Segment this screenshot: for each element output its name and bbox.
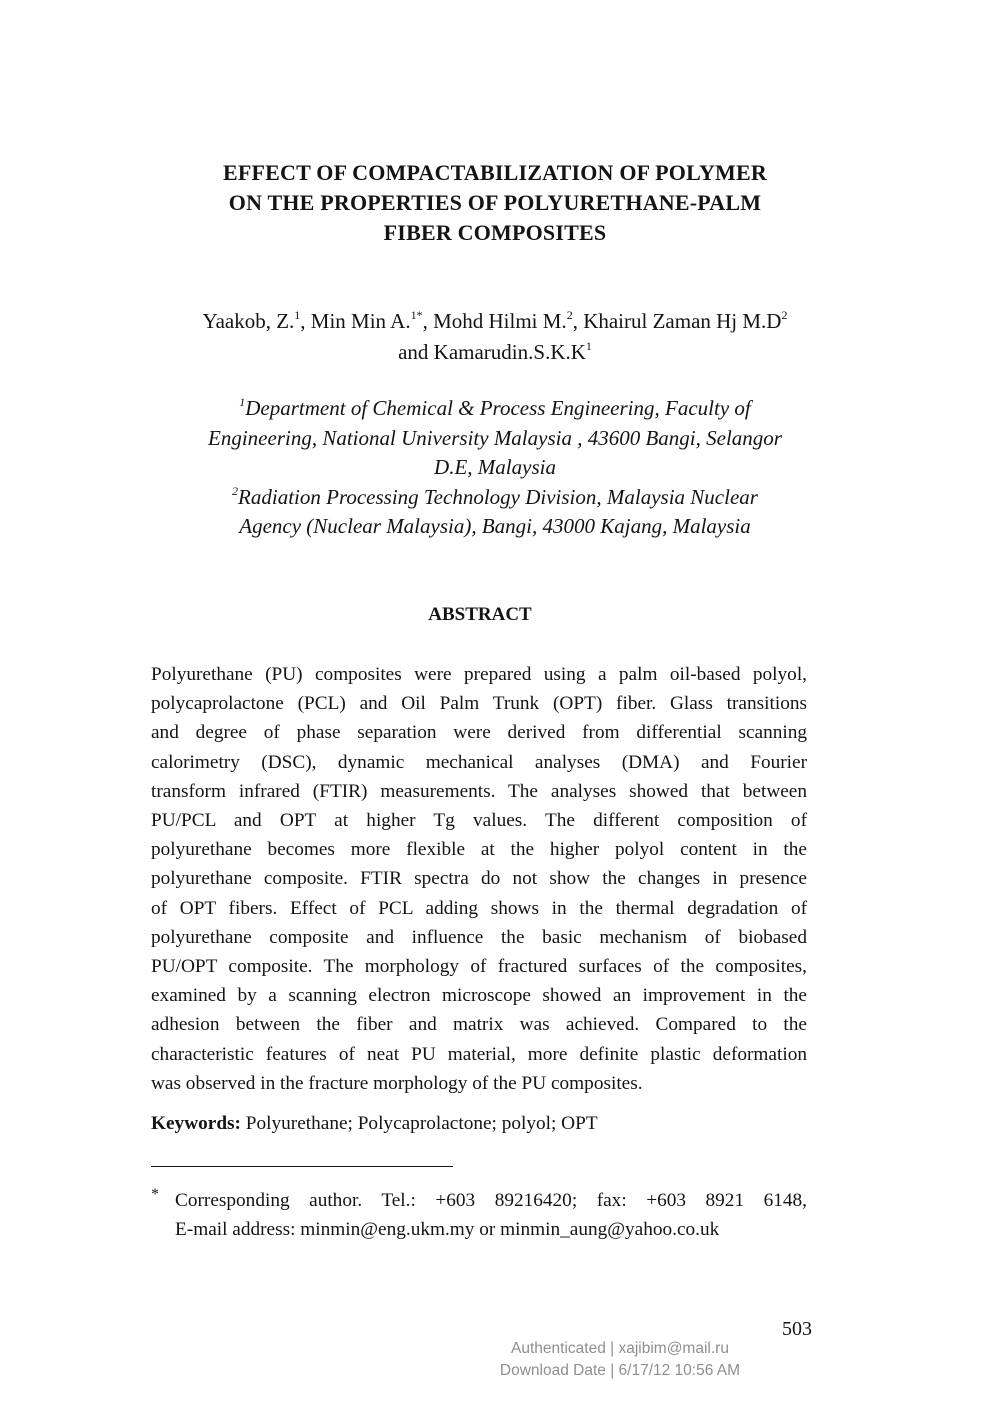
author-list (120, 306, 870, 368)
paper-title (130, 158, 860, 248)
affiliation-1-line-2: Engineering, National University Malaysia , 43600 Bangi, Selangor (208, 425, 782, 450)
abstract-line-3: and degree of phase separation were derived from differential scanning (151, 722, 807, 744)
author-yaakob-affil: 1 (294, 308, 301, 322)
affiliation-2-marker: 2 (232, 483, 239, 498)
abstract-line-4: calorimetry (DSC), dynamic mechanical analyses (DMA) and Fourier (151, 751, 807, 773)
title-line-3: FIBER COMPOSITES (383, 220, 607, 245)
affiliation-1-line-3: D.E, Malaysia (434, 455, 556, 479)
author-mohd-hilmi-affil: 2 (566, 308, 573, 322)
footnote-line-2: E-mail address: minmin@eng.ukm.my or minmin_aung@yahoo.co.uk (175, 1219, 720, 1240)
abstract-line-1: Polyurethane (PU) composites were prepared using a palm oil-based polyol, (151, 664, 807, 685)
abstract-line-8: polyurethane composite. FTIR spectra do not show the changes in presence (151, 868, 807, 890)
author-kamarudin-affil: 1 (585, 339, 592, 353)
footnote-line-1: Corresponding author. Tel.: +603 89216420; fax: +603 8921 6148, (175, 1190, 807, 1211)
abstract-line-5: transform infrared (FTIR) measurements. The analyses showed that between (151, 780, 807, 802)
author-khairul-zaman: , Khairul Zaman Hj M.D (572, 309, 782, 333)
affiliation-1-line-1 (120, 394, 870, 424)
author-mohd-hilmi: , Mohd Hilmi M. (422, 309, 567, 333)
page-number: 503 (782, 1318, 812, 1340)
download-watermark (470, 1338, 770, 1382)
abstract-line-9: of OPT fibers. Effect of PCL adding shows in the thermal degradation of (151, 897, 807, 919)
abstract-body (151, 660, 807, 1098)
affiliation-list (120, 394, 870, 542)
affiliation-1-marker: 1 (239, 395, 246, 409)
abstract-line-14: characteristic features of neat PU material, more definite plastic deformation (151, 1043, 807, 1065)
keywords-label: Keywords: (151, 1113, 241, 1134)
abstract-line-11: PU/OPT composite. The morphology of fractured surfaces of the composites, (151, 956, 807, 978)
footnote-divider (151, 1166, 453, 1167)
author-yaakob: Yaakob, Z. (202, 309, 295, 333)
affiliation-2-text-1: Radiation Processing Technology Division, Malaysia Nuclear (238, 484, 758, 509)
watermark-line-2: Download Date | 6/17/12 10:56 AM (499, 1362, 741, 1379)
corresponding-author-footnote (151, 1186, 807, 1244)
author-min-min: , Min Min A. (300, 309, 411, 333)
affiliation-2-line-2: Agency (Nuclear Malaysia), Bangi, 43000 Kajang, Malaysia (239, 514, 751, 538)
abstract-line-15: was observed in the fracture morphology of the PU composites. (151, 1072, 643, 1094)
title-line-1: EFFECT OF COMPACTABILIZATION OF POLYMER (223, 160, 767, 185)
title-line-2: ON THE PROPERTIES OF POLYURETHANE-PALM (228, 190, 762, 215)
author-line-1 (120, 306, 870, 337)
abstract-line-12: examined by a scanning electron microscope showed an improvement in the (151, 985, 807, 1007)
affiliation-1-text-1: Department of Chemical & Process Engineering, Faculty of (245, 396, 751, 420)
abstract-line-13: adhesion between the fiber and matrix was achieved. Compared to the (151, 1014, 807, 1036)
keywords-text: Polyurethane; Polycaprolactone; polyol; OPT (240, 1113, 598, 1134)
footnote-marker: * (151, 1186, 159, 1203)
author-khairul-zaman-affil: 2 (781, 308, 788, 322)
affiliation-2-line-1 (120, 483, 870, 513)
abstract-line-6: PU/PCL and OPT at higher Tg values. The different composition of (151, 810, 807, 832)
watermark-line-1: Authenticated | xajibim@mail.ru (511, 1340, 729, 1357)
abstract-line-7: polyurethane becomes more flexible at the higher polyol content in the (151, 839, 807, 861)
abstract-line-10: polyurethane composite and influence the basic mechanism of biobased (151, 926, 807, 948)
abstract-heading: ABSTRACT (428, 604, 532, 625)
author-min-min-affil: 1* (410, 308, 423, 322)
author-line-2 (120, 337, 870, 368)
keywords (151, 1109, 807, 1138)
abstract-line-2: polycaprolactone (PCL) and Oil Palm Trunk (OPT) fiber. Glass transitions (151, 693, 807, 715)
author-kamarudin: and Kamarudin.S.K.K (398, 340, 586, 364)
